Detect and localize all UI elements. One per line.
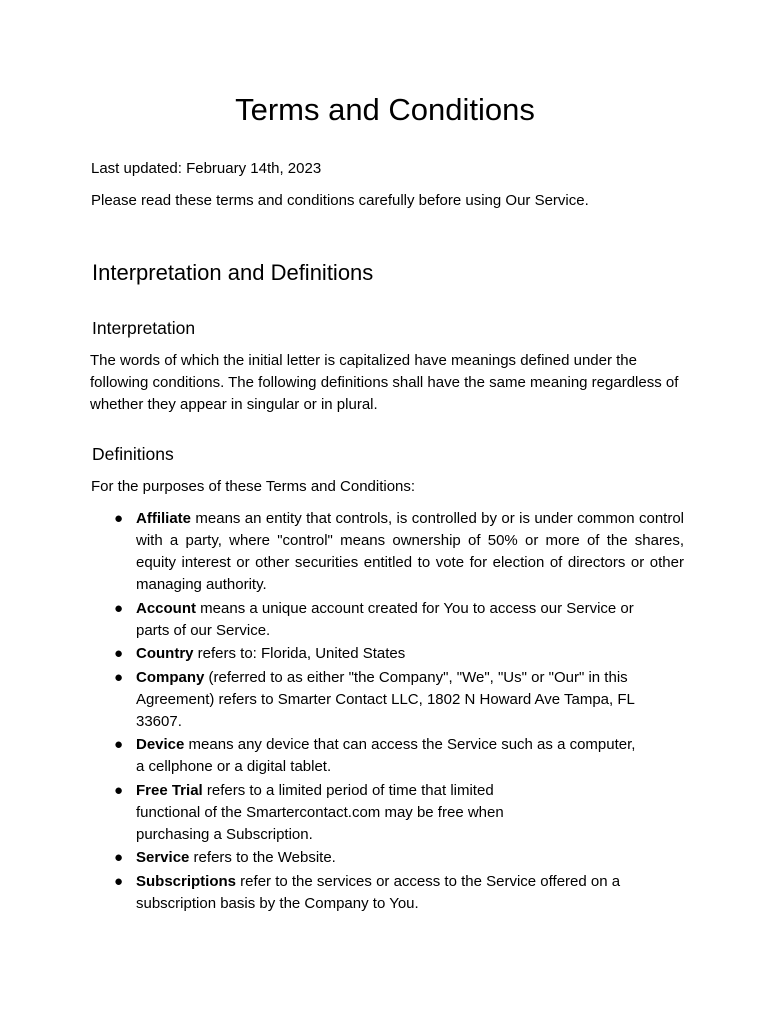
bullet-icon: ● — [114, 781, 124, 799]
intro-text: Please read these terms and conditions carefully before using Our Service. — [91, 192, 589, 209]
list-item-device — [114, 734, 646, 778]
term-definition: refers to: Florida, United States — [193, 645, 406, 662]
term-label: Device — [136, 736, 185, 753]
bullet-icon: ● — [114, 599, 124, 617]
term-definition: means a unique account created for You to access our Service or parts of our Service. — [136, 599, 634, 639]
list-item-affiliate — [114, 508, 684, 596]
term-label: Account — [136, 599, 196, 617]
interpretation-text: The words of which the initial letter is capitalized have meanings defined under the following conditions. The following definitions shall have the same meaning regardless of whether they appear in singular or in plural. — [90, 352, 679, 413]
list-item-company — [114, 667, 646, 733]
list-item-account — [114, 598, 646, 642]
bullet-icon: ● — [114, 668, 124, 686]
term-definition: means any device that can access the Service such as a computer, a cellphone or a digital tablet. — [136, 736, 636, 775]
term-label: Free Trial — [136, 781, 203, 799]
term-label: Country — [136, 645, 194, 662]
bullet-icon: ● — [114, 645, 124, 662]
definitions-lead: For the purposes of these Terms and Conditions: — [91, 478, 416, 495]
definitions-list — [114, 508, 684, 916]
page-title: Terms and Conditions — [235, 92, 535, 127]
subheading-interpretation: Interpretation — [92, 318, 196, 338]
bullet-icon: ● — [114, 872, 124, 890]
list-item-country — [114, 643, 684, 665]
section-heading-interpretation-definitions: Interpretation and Definitions — [92, 260, 374, 285]
term-definition: means an entity that controls, is controlled by or is under common control with a party, where "control" means ownership of 50% or more of the shares, equity interest or other securities entitled to vote for election of directors or other managing authority. — [136, 510, 684, 593]
term-label: Affiliate — [136, 510, 192, 527]
bullet-icon: ● — [114, 510, 124, 527]
term-label: Subscriptions — [136, 872, 237, 890]
last-updated: Last updated: February 14th, 2023 — [91, 160, 322, 177]
term-definition: refers to a limited period of time that limited functional of the Smartercontact.com may be free when purchasing a Subscription. — [136, 781, 504, 843]
term-definition: refers to the Website. — [189, 849, 336, 866]
bullet-icon: ● — [114, 849, 124, 866]
term-definition: refer to the services or access to the Service offered on a subscription basis by the Company to You. — [136, 872, 621, 912]
list-item-subscriptions — [114, 871, 646, 915]
term-definition: (referred to as either "the Company", "We", "Us" or "Our" in this Agreement) refers to Smarter Contact LLC, 1802 N Howard Ave Tampa, FL 33607. — [136, 668, 635, 730]
list-item-service — [114, 847, 684, 869]
term-label: Service — [136, 849, 190, 866]
subheading-definitions: Definitions — [92, 444, 174, 464]
term-label: Company — [136, 668, 205, 686]
list-item-free-trial — [114, 780, 506, 846]
bullet-icon: ● — [114, 736, 124, 753]
